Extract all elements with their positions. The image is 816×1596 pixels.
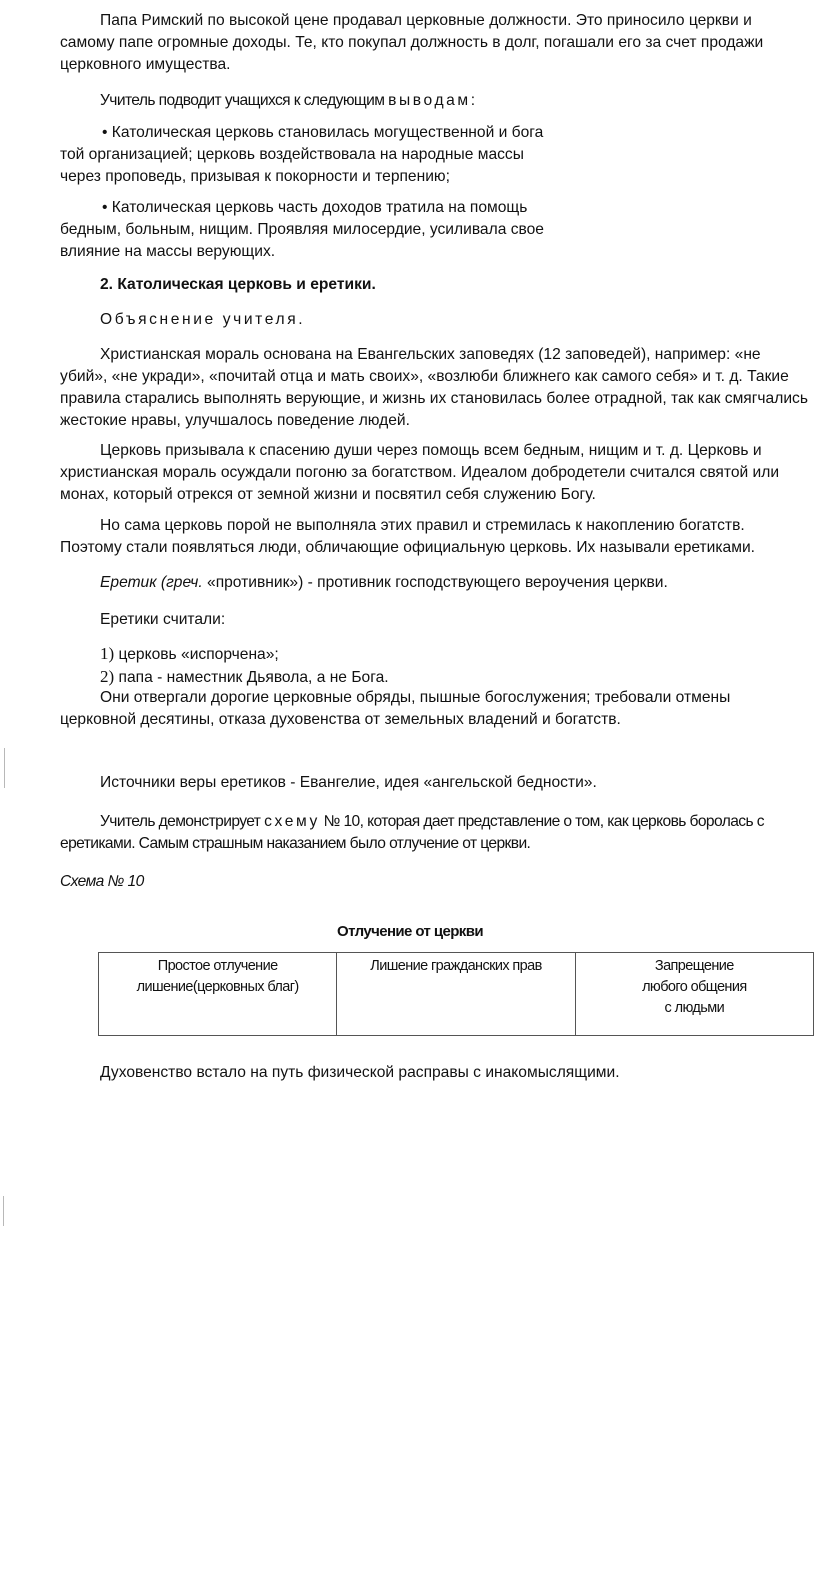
conclusions-intro — [60, 90, 812, 112]
schema-cell-communication-ban — [575, 953, 813, 1036]
text-line: церковного имущества. — [60, 56, 231, 73]
paragraph-heretics-origin — [60, 515, 812, 559]
text-line: Духовенство встало на путь физической расправы с инакомыслящими. — [100, 1064, 620, 1081]
cell-line: с людьми — [664, 1000, 725, 1016]
cell-line: Простое отлучение — [157, 958, 278, 974]
list-item-number: 2) — [100, 667, 115, 686]
schema-label-text: Схема № 10 — [60, 873, 144, 890]
paragraph-teacher-demonstrates — [60, 811, 812, 855]
cell-line: любого общения — [642, 979, 747, 995]
text-line: Еретики считали: — [100, 611, 226, 628]
text-line: Церковь призывала к спасению души через помощь всем бедным, нищим и т. д. Церковь и — [100, 442, 762, 459]
text-line: • Католическая церковь становилась могущественной и бога — [102, 124, 544, 141]
text-line: Папа Римский по высокой цене продавал церковные должности. Это приносило церкви и — [100, 12, 752, 29]
text-line: Поэтому стали появляться люди, обличающие официальную церковь. Их называли еретиками. — [60, 539, 755, 556]
text-line: через проповедь, призывая к покорности и терпению; — [60, 168, 450, 185]
heretic-definition-text: «противник») - противник господствующего вероучения церкви. — [202, 574, 668, 591]
text-line: бедным, больным, нищим. Проявляя милосердие, усиливала свое — [60, 221, 544, 238]
demonstrates-rest: № 10, которая дает представление о том, как церковь боролась с — [319, 813, 764, 830]
paragraph-papal-sales — [60, 10, 812, 76]
text-line — [60, 90, 812, 112]
heretic-definition — [60, 572, 812, 594]
section-heading — [60, 274, 812, 296]
text-line: еретиками. Самым страшным наказанием было отлучение от церкви. — [60, 835, 531, 852]
cell-line: лишение(церковных благ) — [136, 979, 299, 995]
text-line — [60, 811, 812, 833]
schema-cell-simple-excommunication — [99, 953, 337, 1036]
list-item — [60, 666, 812, 689]
text-line: • Католическая церковь часть доходов тратила на помощь — [102, 199, 528, 216]
text-line: убий», «не укради», «почитай отца и мать своих», «возлюби ближнего как самого себя» и т. д. Такие — [60, 368, 789, 385]
demonstrates-text: Учитель демонстрирует — [100, 813, 265, 830]
text-line: той организацией; церковь воздействовала на народные массы — [60, 146, 524, 163]
text-line: монах, который отрекся от земной жизни и посвятил себя служению Богу. — [60, 486, 596, 503]
text-line: Христианская мораль основана на Евангельских заповедях (12 заповедей), например: «не — [100, 346, 761, 363]
text-line: Они отвергали дорогие церковные обряды, пышные богослужения; требовали отмены — [100, 689, 731, 706]
table-row — [99, 953, 814, 1036]
cell-line: Запрещение — [654, 958, 734, 974]
text-line: влияние на массы верующих. — [60, 243, 276, 260]
bullet-item-power — [60, 122, 812, 188]
conclusions-colon: : — [470, 92, 475, 109]
scan-edge-line — [4, 748, 5, 788]
cell-line: Лишение гражданских прав — [370, 958, 542, 974]
section-heading-text: 2. Католическая церковь и еретики. — [100, 276, 376, 293]
scan-edge-line — [3, 1196, 4, 1226]
teacher-explanation-label — [60, 309, 812, 331]
text-line: Но сама церковь порой не выполняла этих правил и стремилась к накоплению богатств. — [100, 517, 745, 534]
bullet-item-charity — [60, 197, 812, 263]
heretic-term: Еретик (греч. — [100, 574, 203, 591]
paragraph-christian-morality — [60, 344, 812, 432]
paragraph-salvation — [60, 440, 812, 506]
text-line: церковной десятины, отказа духовенства от земельных владений и богатств. — [60, 711, 621, 728]
text-line: христианская мораль осуждали погоню за богатством. Идеалом добродетели считался святой или — [60, 464, 780, 481]
paragraph-clergy — [60, 1062, 812, 1084]
schema-label — [60, 871, 812, 893]
text-line: правила старались выполнять верующие, и жизнь их становилась более отрадной, так как смягчались — [60, 390, 808, 407]
text-line: Источники веры еретиков - Евангелие, идея «ангельской бедности». — [100, 774, 597, 791]
schema-cell-civil-rights — [337, 953, 575, 1036]
schema-emphasis: схему — [264, 813, 320, 830]
schema-table — [98, 952, 814, 1036]
conclusions-intro-text: Учитель подводит учащихся к следующим — [100, 92, 389, 109]
text-line: Объяснение учителя. — [100, 311, 306, 328]
list-item-text: церковь «испорчена»; — [114, 646, 279, 663]
conclusions-emphasis: выводам — [388, 92, 471, 109]
list-item-text: папа - наместник Дьявола, а не Бога. — [114, 669, 389, 686]
paragraph-rejected-rites — [60, 687, 812, 731]
beliefs-list — [60, 643, 812, 689]
paragraph-sources-of-faith — [60, 772, 812, 794]
list-item — [60, 643, 812, 666]
heretics-believed-label — [60, 609, 812, 631]
text-line — [60, 572, 812, 594]
schema-title: Отлучение от церкви — [337, 923, 483, 940]
text-line: жестокие нравы, улучшалось поведение людей. — [60, 412, 410, 429]
list-item-number: 1) — [100, 644, 115, 663]
text-line: самому папе огромные доходы. Те, кто покупал должность в долг, погашали его за счет продажи — [60, 34, 764, 51]
